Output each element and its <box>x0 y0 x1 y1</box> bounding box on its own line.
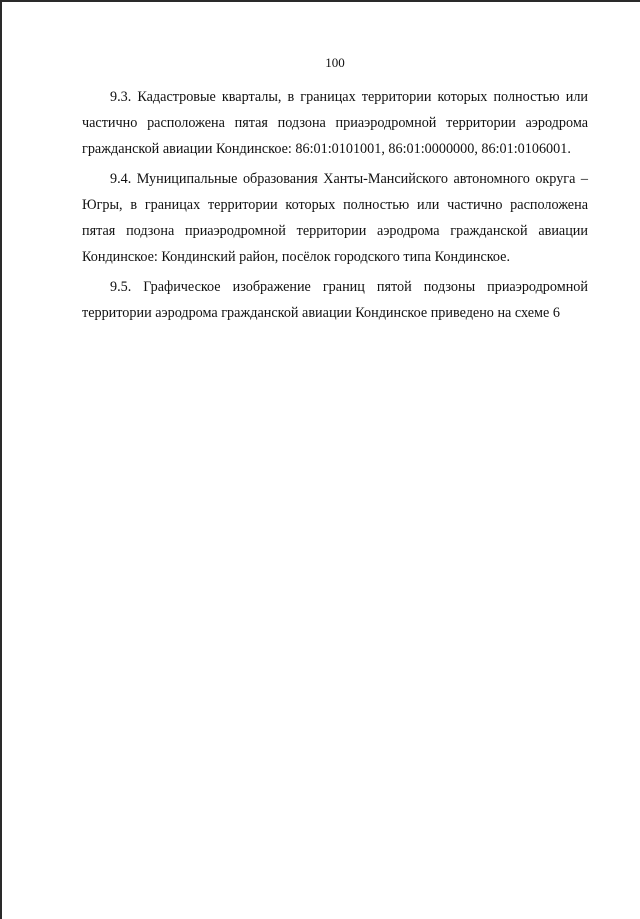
document-body <box>82 84 588 330</box>
paragraph-9-4: 9.4. Муниципальные образования Ханты-Мансийского автономного округа – Югры, в границах территории которых полностью или частично расположена пятая подзона приаэродромной территории аэродрома гражданской авиации Кондинское: Кондинский район, посёлок городского типа Кондинское. <box>82 171 588 265</box>
scan-border-left <box>0 0 2 919</box>
paragraph-9-5: 9.5. Графическое изображение границ пятой подзоны приаэродромной территории аэродрома гражданской авиации Кондинское приведено на схеме 6 <box>82 279 588 321</box>
page-number: 100 <box>325 55 345 70</box>
scan-border-top <box>0 0 640 2</box>
paragraph-9-3: 9.3. Кадастровые кварталы, в границах территории которых полностью или частично расположена пятая подзона приаэродромной территории аэродрома гражданской авиации Кондинское: 86:01:0101001, 86:01:0000000, 86:01:0106001. <box>82 89 588 157</box>
